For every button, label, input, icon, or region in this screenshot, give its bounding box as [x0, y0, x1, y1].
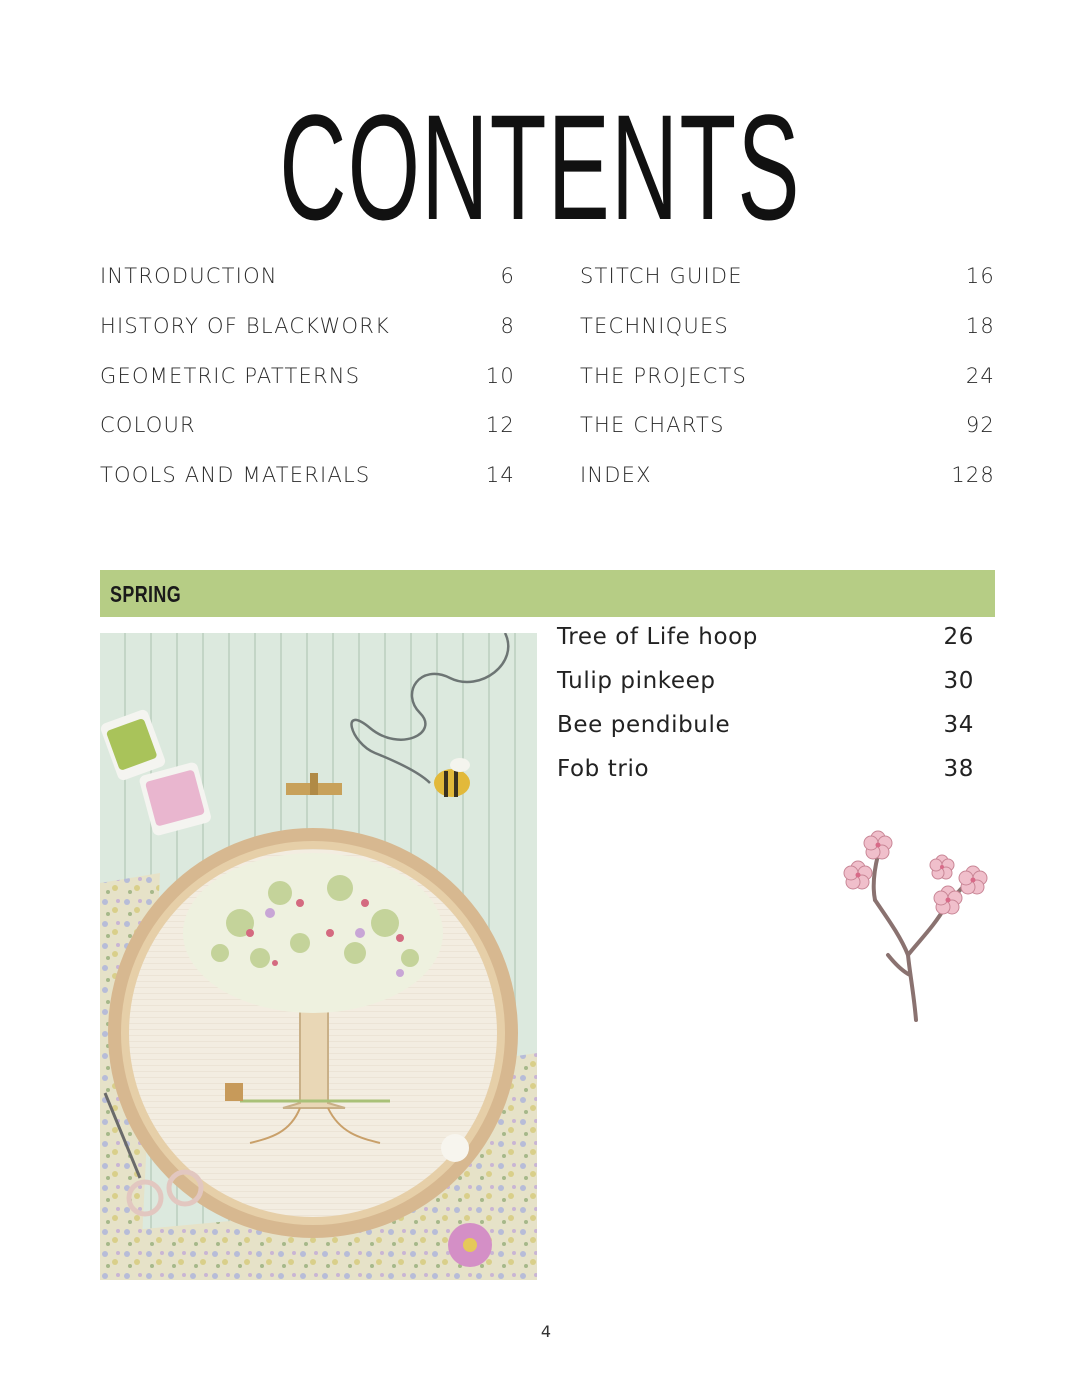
toc-entry[interactable] [580, 463, 995, 513]
toc-entry-label: GEOMETRIC PATTERNS [100, 363, 361, 388]
project-page: 30 [943, 668, 974, 694]
toc-entry-label: THE CHARTS [580, 413, 725, 438]
toc-entry-page: 8 [500, 313, 515, 338]
page-title: CONTENTS [279, 83, 801, 251]
toc-entry[interactable] [100, 314, 515, 364]
toc-entry[interactable] [580, 413, 995, 463]
toc-entry-page: 24 [965, 363, 995, 388]
page-number: 4 [540, 1322, 552, 1341]
cherry-blossom-illustration [830, 825, 1000, 1030]
toc-entry-page: 10 [485, 363, 515, 388]
embroidery-hoop-photo [100, 633, 537, 1280]
toc-entry-page: 128 [951, 463, 995, 488]
toc-entry[interactable] [100, 364, 515, 414]
toc-entry-label: INTRODUCTION [100, 264, 278, 288]
section-header-bar [100, 570, 995, 617]
section-title: SPRING [110, 581, 182, 607]
project-page: 38 [943, 756, 974, 782]
toc-entry-page: 14 [485, 463, 515, 488]
project-list [557, 624, 974, 800]
toc-entry-page: 6 [500, 264, 515, 288]
toc-entry[interactable] [580, 314, 995, 364]
project-label: Tulip pinkeep [557, 668, 716, 694]
project-label: Bee pendibule [557, 712, 731, 738]
project-page: 34 [943, 712, 974, 738]
toc-right-column [580, 264, 995, 513]
toc-entry-label: HISTORY OF BLACKWORK [100, 313, 390, 338]
toc-entry-label: COLOUR [100, 413, 196, 438]
project-page: 26 [943, 624, 974, 650]
toc-entry[interactable] [100, 264, 515, 314]
toc-entry-page: 18 [965, 313, 995, 338]
toc-entry-label: INDEX [580, 463, 652, 488]
toc-entry-label: STITCH GUIDE [580, 264, 743, 288]
toc-entry[interactable] [580, 364, 995, 414]
toc-entry-page: 92 [965, 413, 995, 438]
toc-entry-label: THE PROJECTS [580, 363, 748, 388]
toc-left-column [100, 264, 515, 513]
toc-entry-label: TECHNIQUES [580, 313, 729, 338]
toc-entry-label: TOOLS AND MATERIALS [100, 463, 371, 488]
toc-entry[interactable] [580, 264, 995, 314]
project-entry[interactable] [557, 756, 974, 800]
project-entry[interactable] [557, 624, 974, 668]
toc-entry-page: 12 [485, 413, 515, 438]
project-entry[interactable] [557, 668, 974, 712]
toc-entry[interactable] [100, 413, 515, 463]
toc-entry-page: 16 [965, 264, 995, 288]
project-entry[interactable] [557, 712, 974, 756]
project-label: Fob trio [557, 756, 650, 782]
project-label: Tree of Life hoop [557, 624, 758, 650]
toc-entry[interactable] [100, 463, 515, 513]
